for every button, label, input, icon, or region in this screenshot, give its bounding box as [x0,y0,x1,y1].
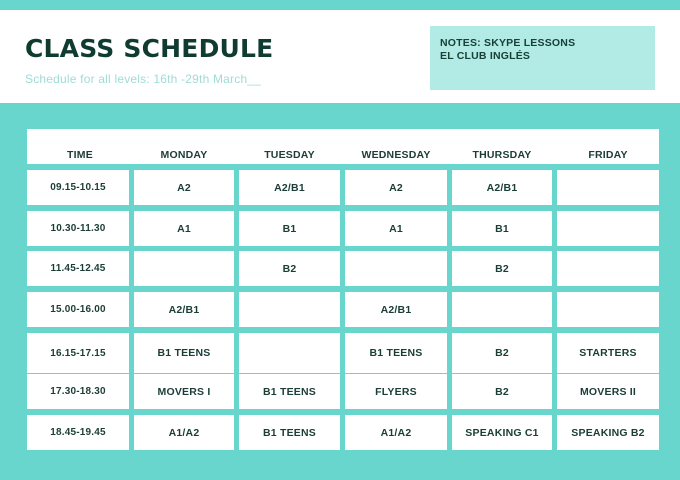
class-cell-tuesday: B1 TEENS [239,415,340,450]
table-row [27,415,659,450]
class-cell-wednesday: A2/B1 [345,292,447,327]
class-cell-friday [557,211,659,246]
class-cell-tuesday [239,333,340,373]
class-cell-monday: A1/A2 [134,415,234,450]
column-header-tuesday: TUESDAY [264,149,315,161]
table-row [27,333,659,373]
class-cell-wednesday: FLYERS [345,374,447,409]
table-row [27,211,659,246]
class-cell-friday [557,251,659,286]
class-cell-thursday: B2 [452,251,552,286]
column-header-monday: MONDAY [160,149,208,161]
time-cell: 09.15-10.15 [27,170,129,205]
class-cell-wednesday: A1/A2 [345,415,447,450]
class-cell-wednesday: A1 [345,211,447,246]
class-cell-friday: SPEAKING B2 [557,415,659,450]
class-cell-tuesday [239,292,340,327]
class-cell-thursday: B1 [452,211,552,246]
class-cell-wednesday: B1 TEENS [345,333,447,373]
time-cell: 18.45-19.45 [27,415,129,450]
class-cell-thursday: B2 [452,333,552,373]
class-cell-thursday: A2/B1 [452,170,552,205]
time-cell: 17.30-18.30 [27,374,129,409]
class-cell-tuesday: B1 TEENS [239,374,340,409]
class-cell-monday: A2/B1 [134,292,234,327]
class-cell-friday: STARTERS [557,333,659,373]
class-cell-monday: MOVERS I [134,374,234,409]
page-subtitle: Schedule for all levels: 16th -29th March__ [25,72,262,86]
notes-line-1: NOTES: SKYPE LESSONS [440,37,576,49]
table-row [27,251,659,286]
class-cell-wednesday [345,251,447,286]
table-row [27,170,659,205]
table-row [27,292,659,327]
page-title: CLASS SCHEDULE [25,34,274,63]
class-cell-thursday: SPEAKING C1 [452,415,552,450]
class-cell-tuesday: A2/B1 [239,170,340,205]
time-cell: 15.00-16.00 [27,292,129,327]
class-cell-wednesday: A2 [345,170,447,205]
class-cell-friday: MOVERS II [557,374,659,409]
table-row [27,374,659,409]
notes-box [430,26,655,90]
column-header-time: TIME [67,149,93,161]
class-cell-tuesday: B2 [239,251,340,286]
table-header-row [27,129,659,164]
class-cell-friday [557,292,659,327]
class-cell-thursday: B2 [452,374,552,409]
column-header-friday: FRIDAY [588,149,628,161]
class-cell-tuesday: B1 [239,211,340,246]
class-cell-monday [134,251,234,286]
class-cell-friday [557,170,659,205]
class-cell-monday: B1 TEENS [134,333,234,373]
class-cell-monday: A2 [134,170,234,205]
class-cell-monday: A1 [134,211,234,246]
top-stripe [0,0,680,10]
column-header-thursday: THURSDAY [472,149,532,161]
time-cell: 11.45-12.45 [27,251,129,286]
class-cell-thursday [452,292,552,327]
time-cell: 10.30-11.30 [27,211,129,246]
column-header-wednesday: WEDNESDAY [361,149,431,161]
time-cell: 16.15-17.15 [27,333,129,373]
notes-line-2: EL CLUB INGLÉS [440,50,531,62]
